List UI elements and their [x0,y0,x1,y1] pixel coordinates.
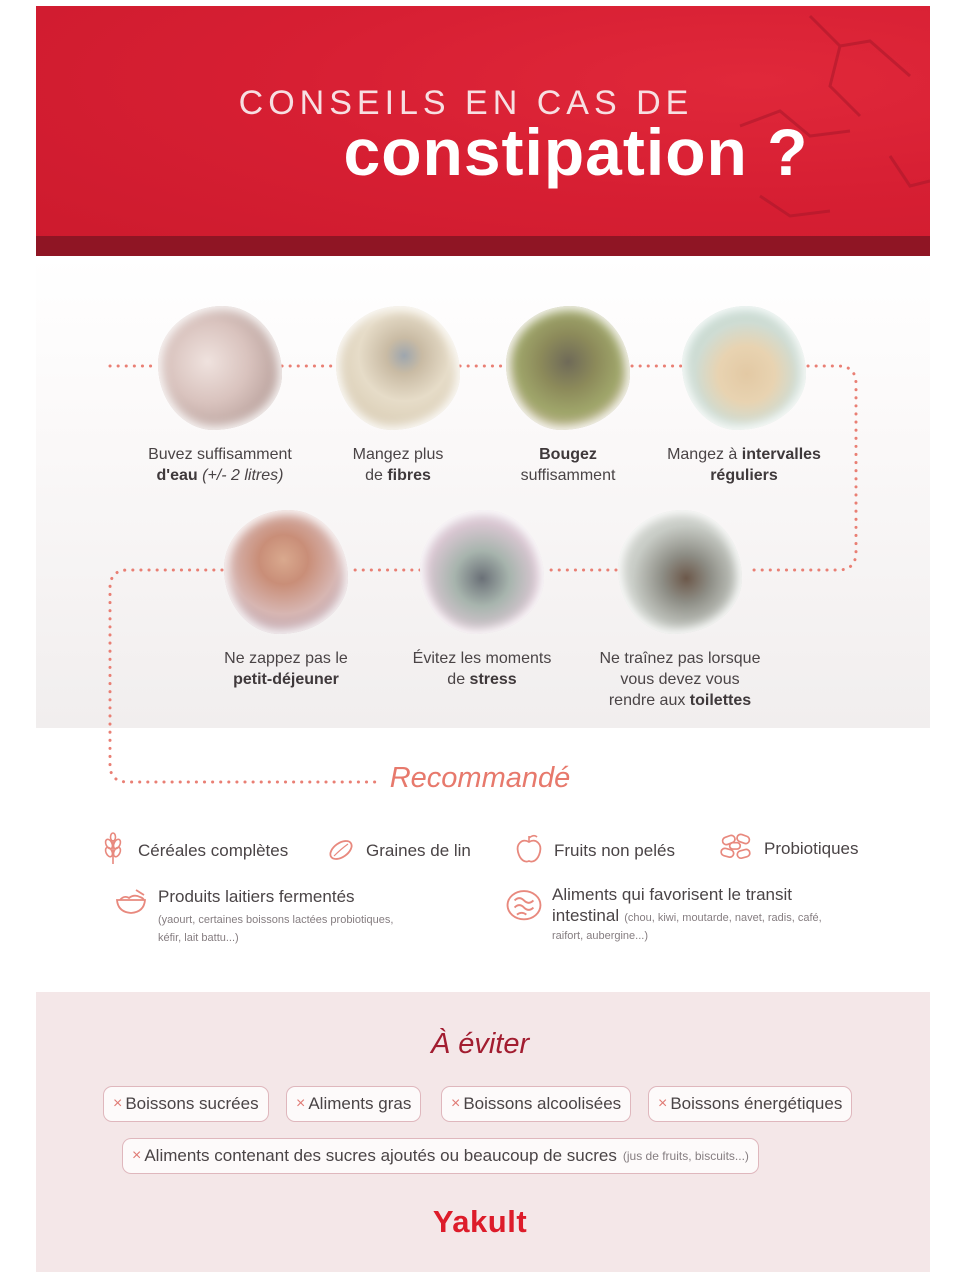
step-water [120,306,320,486]
step-breakfast-label: Ne zappez pas le petit-déjeuner [224,650,348,688]
rec-label-fruits: Fruits non pelés [554,841,675,860]
wheat-icon [96,832,130,866]
avoid-item-energy-drinks [648,1086,852,1122]
avoid-label: Boissons alcoolisées [463,1094,622,1113]
woman-gardening-photo [506,306,630,430]
woman-breakfast-photo [224,510,348,634]
avoid-label: Aliments gras [308,1094,412,1113]
bacteria-icon [716,830,756,866]
yakult-logo: Yakult [432,1204,528,1239]
rec-item-transit [504,884,822,945]
rec-label-transit-2: intestinal [552,906,620,925]
rec-item-dairy [112,886,393,947]
seed-icon [324,832,358,866]
rec-note-transit-2: raifort, aubergine...) [552,930,648,942]
meditation-photo [420,510,544,634]
toilet-door-photo [618,510,742,634]
step-toilets-label: Ne traînez pas lorsque vous devez vous rendre aux toilettes [599,650,761,709]
step-fibres-label: Mangez plus de fibres [352,446,444,484]
avoid-item-alcohol [441,1086,631,1122]
apple-icon [512,832,546,866]
rec-label-cereals: Céréales complètes [138,841,289,860]
avoid-label: Boissons énergétiques [670,1094,843,1113]
rec-label-probiotics: Probiotiques [764,839,859,858]
avoid-item-fatty-foods [286,1086,421,1122]
oat-flakes-spoon-photo [336,306,460,430]
avoid-item-added-sugars [122,1138,759,1174]
step-intervals-label: Mangez à intervalles réguliers [667,446,821,484]
step-toilets [580,510,780,711]
rec-item-cereals [96,832,288,866]
step-breakfast [186,510,386,690]
recommended-title: Recommandé [389,762,571,794]
rec-item-flaxseed [324,832,471,866]
step-intervals [644,306,844,486]
rec-label-transit-1: Aliments qui favorisent le transit [552,885,792,904]
banner-kicker: CONSEILS EN CAS DE [238,84,694,122]
rec-label-flaxseed: Graines de lin [366,841,471,860]
glass-of-water-photo [158,306,282,430]
cross-icon: × [296,1095,306,1112]
rec-item-probiotics [716,830,859,866]
rec-note-transit-1: (chou, kiwi, moutarde, navet, radis, café, [624,912,822,924]
banner-stripe [36,236,930,256]
avoid-note: (jus de fruits, biscuits...) [622,1149,749,1163]
step-stress-label: Évitez les moments de stress [412,650,552,688]
rec-note-dairy-2: kéfir, lait battu...) [158,932,239,944]
avoid-label: Aliments contenant des sucres ajoutés ou beaucoup de sucres [144,1146,617,1165]
avoid-title: À éviter [430,1028,530,1060]
rec-item-fruits [512,832,675,866]
avoid-label: Boissons sucrées [125,1094,259,1113]
page-title: constipation ? [343,115,809,189]
cross-icon: × [451,1095,461,1112]
clock-plate-photo [682,306,806,430]
avoid-item-sugary-drinks [103,1086,269,1122]
header-banner [36,6,930,256]
step-move-label: Bougez suffisamment [520,446,616,484]
rec-label-dairy: Produits laitiers fermentés [158,887,355,906]
intestine-icon [504,884,544,924]
step-move [468,306,668,486]
step-water-label: Buvez suffisamment d'eau (+/- 2 litres) [148,446,292,484]
cross-icon: × [132,1147,142,1164]
step-stress [382,510,582,690]
rec-note-dairy-1: (yaourt, certaines boissons lactées probiotiques, [158,914,394,926]
cross-icon: × [658,1095,668,1112]
bowl-icon [112,886,150,920]
cross-icon: × [113,1095,123,1112]
